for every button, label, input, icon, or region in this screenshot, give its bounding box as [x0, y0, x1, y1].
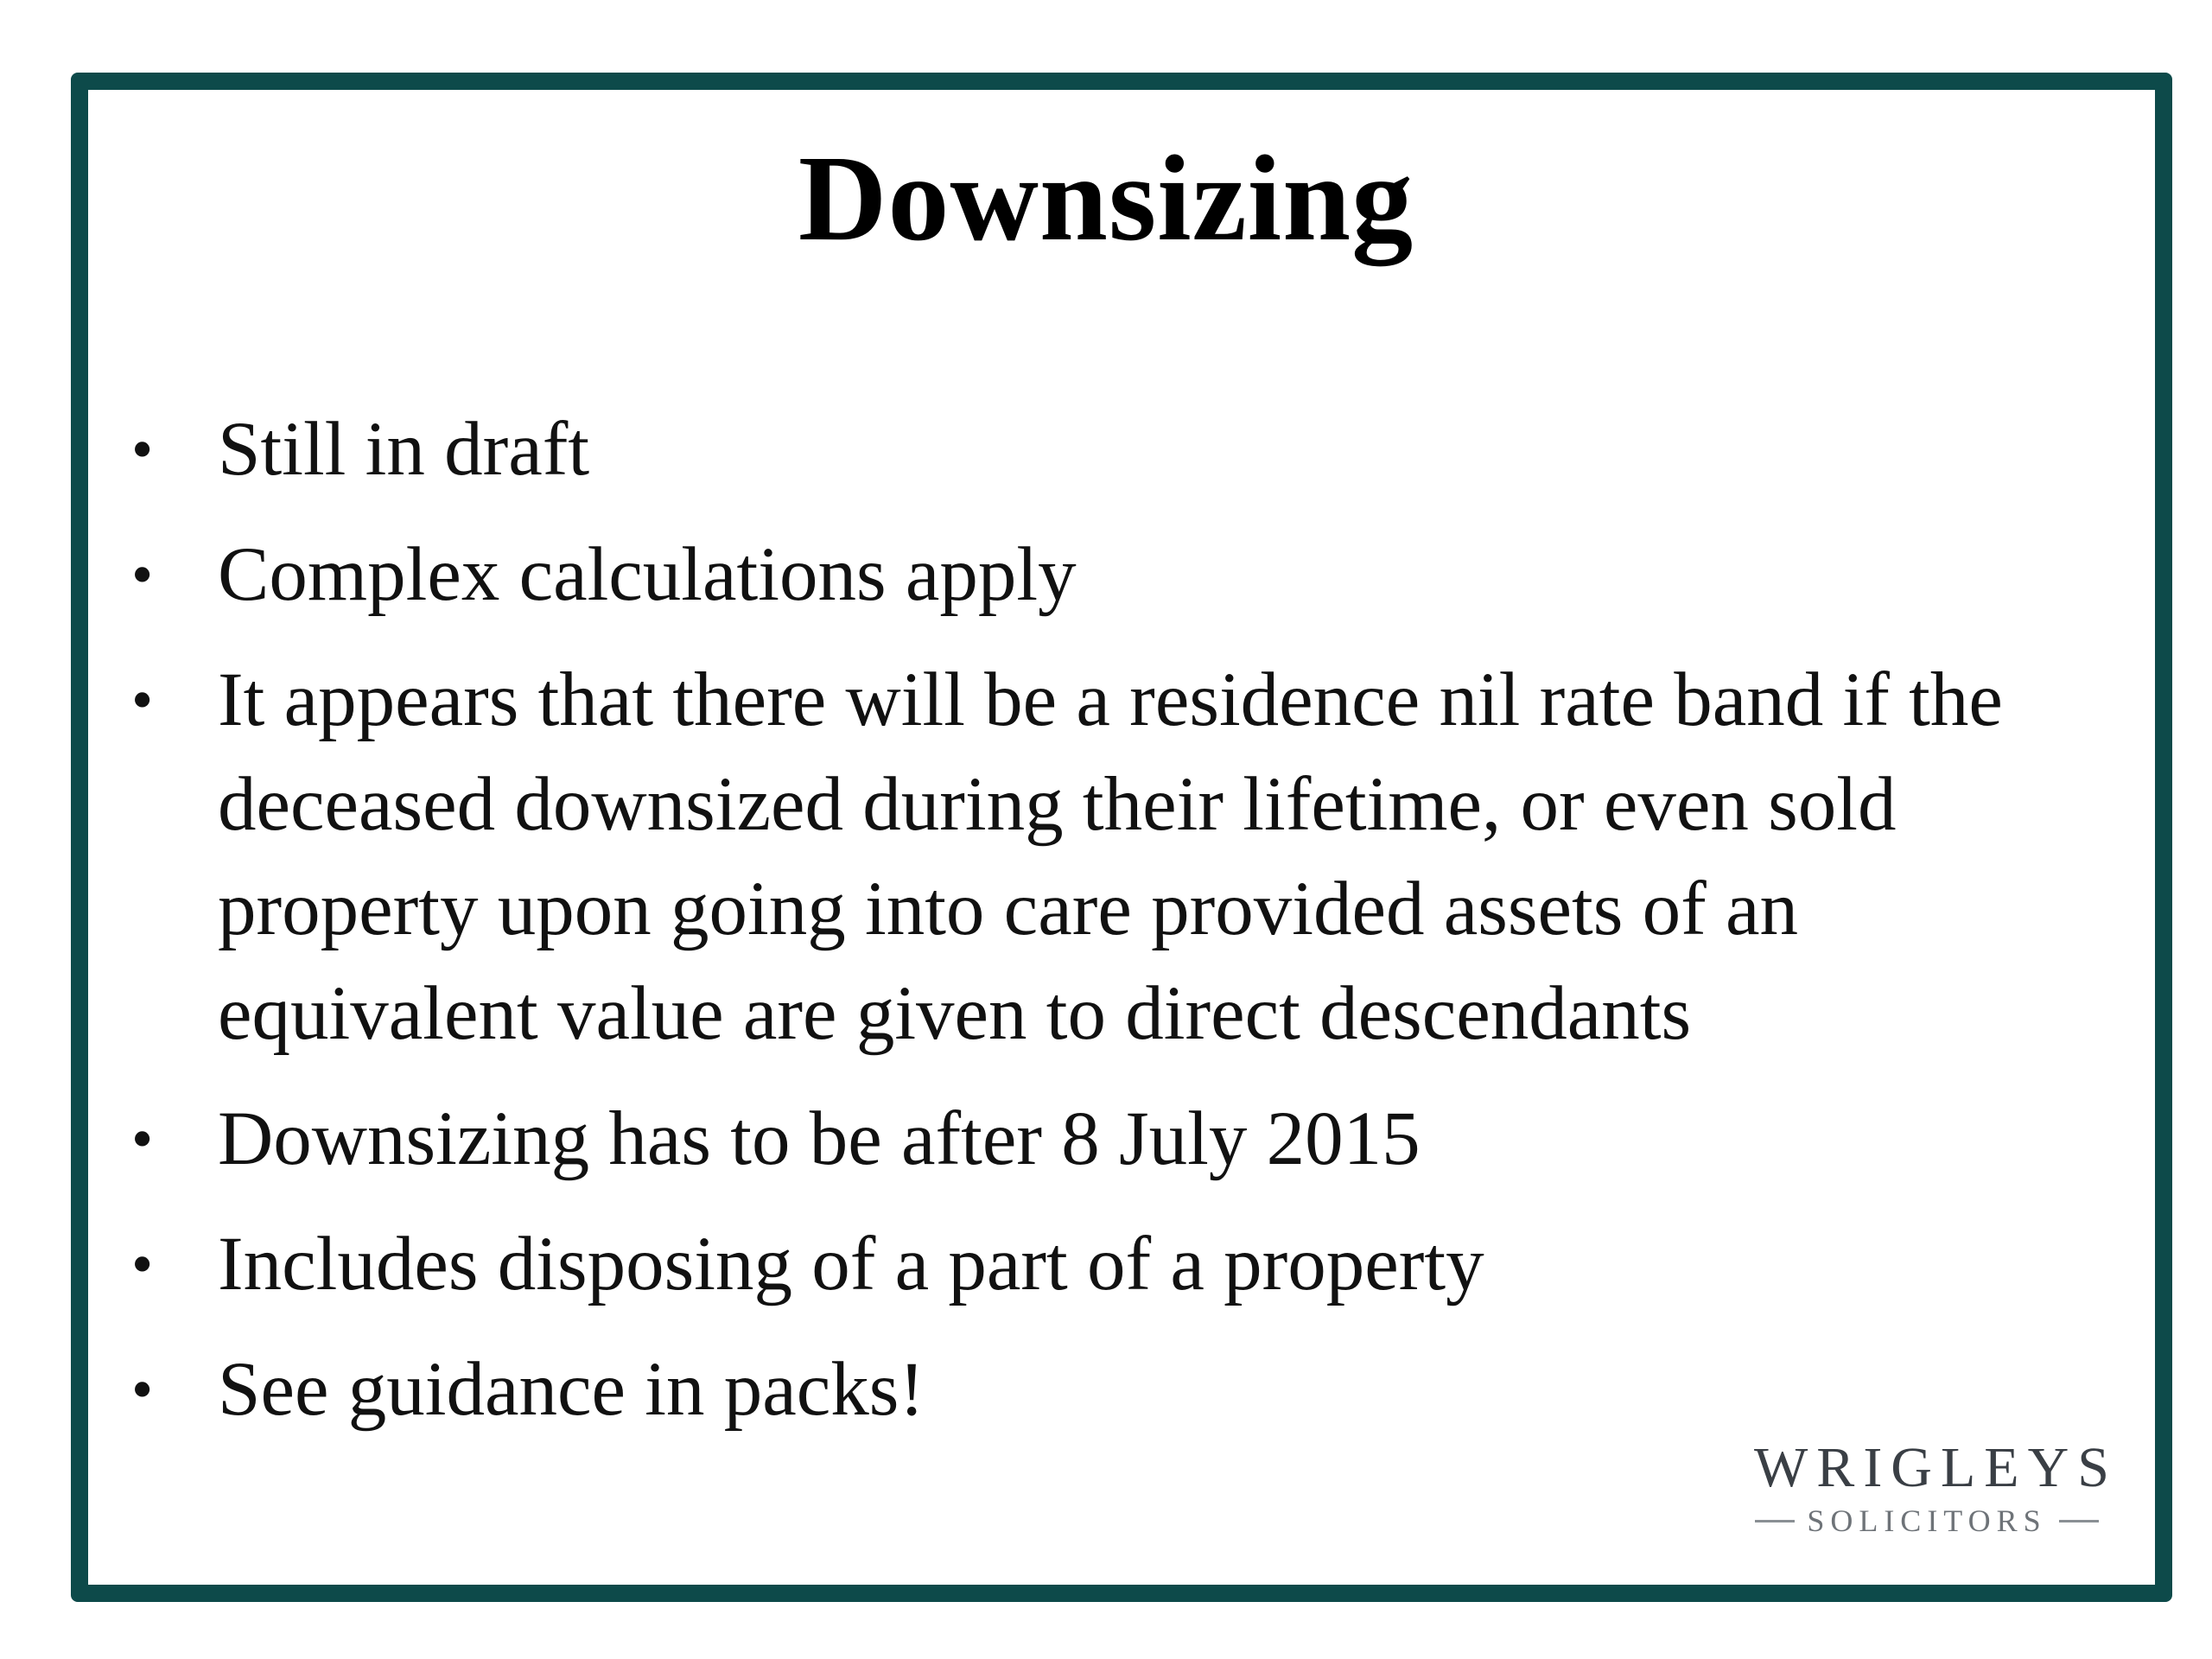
bullet-text: It appears that there will be a residence nil rate band if the deceased downsized during their lifetime, or even sold property upon going into care provided assets of an equivalent value are given to direct descendants	[218, 658, 2003, 1056]
bullet-icon: •	[131, 665, 154, 734]
bullet-icon: •	[131, 1230, 154, 1299]
bullet-text: Still in draft	[218, 407, 590, 492]
bullet-icon: •	[131, 1355, 154, 1424]
bullet-text: Includes disposing of a part of a property	[218, 1222, 1484, 1306]
bullet-icon: •	[131, 1104, 154, 1173]
bullet-icon: •	[131, 540, 154, 609]
bullet-item	[121, 1338, 2056, 1442]
wrigleys-logo	[1754, 1436, 2118, 1538]
bullet-item	[121, 1212, 2056, 1317]
logo-rule-right	[2059, 1520, 2099, 1522]
bullet-item	[121, 397, 2056, 502]
logo-tagline: SOLICITORS	[1807, 1503, 2047, 1538]
bullet-text: Downsizing has to be after 8 July 2015	[218, 1096, 1421, 1181]
bullet-icon: •	[131, 415, 154, 484]
bullet-text: See guidance in packs!	[218, 1347, 925, 1432]
bullet-item	[121, 523, 2056, 627]
logo-rule-left	[1755, 1520, 1795, 1522]
bullet-item	[121, 1087, 2056, 1192]
bullet-item	[121, 648, 2056, 1066]
bullet-list	[121, 397, 2056, 1463]
slide-title: Downsizing	[798, 130, 1414, 266]
logo-tagline-row	[1754, 1503, 2100, 1538]
bullet-text: Complex calculations apply	[218, 532, 1077, 617]
logo-name: WRIGLEYS	[1754, 1436, 2118, 1499]
